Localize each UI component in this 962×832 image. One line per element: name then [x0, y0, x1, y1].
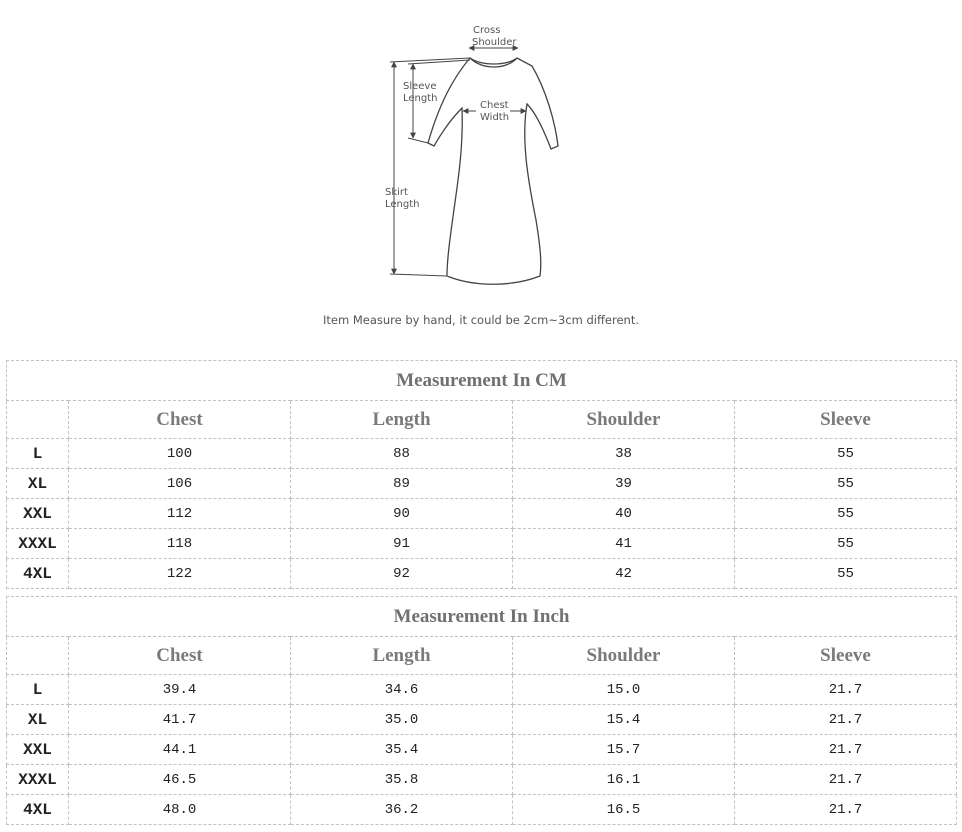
column-header-sleeve: Sleeve	[735, 637, 957, 675]
measurement-cell: 88	[291, 439, 513, 469]
measurement-cell: 21.7	[735, 675, 957, 705]
dress-outline-illustration	[0, 0, 962, 300]
measurement-cell: 100	[69, 439, 291, 469]
measurement-cell: 15.4	[513, 705, 735, 735]
size-label-cell: XL	[7, 469, 69, 499]
table-row	[7, 675, 957, 705]
measurement-cell: 46.5	[69, 765, 291, 795]
skirt-length-guide-top	[390, 58, 470, 62]
column-header-length: Length	[291, 637, 513, 675]
measurement-cell: 35.8	[291, 765, 513, 795]
table-row	[7, 705, 957, 735]
measurement-cell: 55	[735, 499, 957, 529]
sleeve-length-guide-bottom	[408, 138, 428, 143]
measurement-cell: 40	[513, 499, 735, 529]
measurement-cell: 15.0	[513, 675, 735, 705]
measurement-cell: 55	[735, 529, 957, 559]
measurement-cell: 21.7	[735, 705, 957, 735]
measurement-cell: 36.2	[291, 795, 513, 825]
sleeve-length-label-2: Length	[403, 93, 438, 104]
measurement-cell: 35.4	[291, 735, 513, 765]
column-header-sleeve: Sleeve	[735, 401, 957, 439]
measurement-cell: 55	[735, 559, 957, 589]
measurement-cell: 106	[69, 469, 291, 499]
measurement-cell: 44.1	[69, 735, 291, 765]
table-title: Measurement In Inch	[7, 597, 957, 637]
measurement-cell: 42	[513, 559, 735, 589]
measurement-cell: 55	[735, 439, 957, 469]
measurement-cell: 90	[291, 499, 513, 529]
column-header-shoulder: Shoulder	[513, 637, 735, 675]
table-row	[7, 765, 957, 795]
column-header-chest: Chest	[69, 637, 291, 675]
table-row	[7, 499, 957, 529]
table-row	[7, 735, 957, 765]
measurement-cell: 118	[69, 529, 291, 559]
measurement-cell: 89	[291, 469, 513, 499]
measurement-cell: 21.7	[735, 735, 957, 765]
measurement-cell: 39	[513, 469, 735, 499]
size-label-cell: XXXL	[7, 529, 69, 559]
column-header-length: Length	[291, 401, 513, 439]
measurement-cell: 122	[69, 559, 291, 589]
measurement-cell: 16.5	[513, 795, 735, 825]
measurement-cell: 34.6	[291, 675, 513, 705]
measurement-cell: 41	[513, 529, 735, 559]
size-label-cell: XXL	[7, 499, 69, 529]
measurement-note: Item Measure by hand, it could be 2cm~3cm different.	[322, 313, 640, 327]
size-label-cell: L	[7, 439, 69, 469]
measurement-cell: 21.7	[735, 795, 957, 825]
skirt-length-guide-bottom	[390, 274, 447, 276]
measurement-cell: 112	[69, 499, 291, 529]
size-label-cell: XXXL	[7, 765, 69, 795]
size-label-cell: 4XL	[7, 559, 69, 589]
table-row	[7, 439, 957, 469]
measurement-cell: 91	[291, 529, 513, 559]
dress-measurement-diagram	[0, 0, 962, 300]
chest-width-label-2: Width	[480, 112, 510, 123]
cross-shoulder-label-2: Shoulder	[472, 37, 517, 48]
measurement-cell: 35.0	[291, 705, 513, 735]
table-title: Measurement In CM	[7, 361, 957, 401]
measurement-cell: 48.0	[69, 795, 291, 825]
dress-icon	[428, 58, 558, 284]
table-row	[7, 469, 957, 499]
measurement-cell: 38	[513, 439, 735, 469]
table-row	[7, 559, 957, 589]
skirt-length-label-1: Skirt	[385, 187, 408, 198]
column-header-shoulder: Shoulder	[513, 401, 735, 439]
measurement-cell: 41.7	[69, 705, 291, 735]
table-row	[7, 795, 957, 825]
table-row	[7, 529, 957, 559]
measurement-cell: 21.7	[735, 765, 957, 795]
corner-cell	[7, 637, 69, 675]
column-header-chest: Chest	[69, 401, 291, 439]
size-table-cm	[6, 360, 957, 589]
size-label-cell: XL	[7, 705, 69, 735]
measurement-cell: 39.4	[69, 675, 291, 705]
size-table-inch	[6, 596, 957, 825]
size-label-cell: 4XL	[7, 795, 69, 825]
sleeve-length-label-1: Sleeve	[403, 81, 437, 92]
measurement-cell: 15.7	[513, 735, 735, 765]
corner-cell	[7, 401, 69, 439]
chest-width-label-1: Chest	[480, 100, 509, 111]
header-row	[7, 401, 957, 439]
skirt-length-label-2: Length	[385, 199, 420, 210]
header-row	[7, 637, 957, 675]
measurement-cell: 16.1	[513, 765, 735, 795]
size-label-cell: XXL	[7, 735, 69, 765]
cross-shoulder-label-1: Cross	[473, 25, 501, 36]
measurement-cell: 55	[735, 469, 957, 499]
size-label-cell: L	[7, 675, 69, 705]
measurement-cell: 92	[291, 559, 513, 589]
